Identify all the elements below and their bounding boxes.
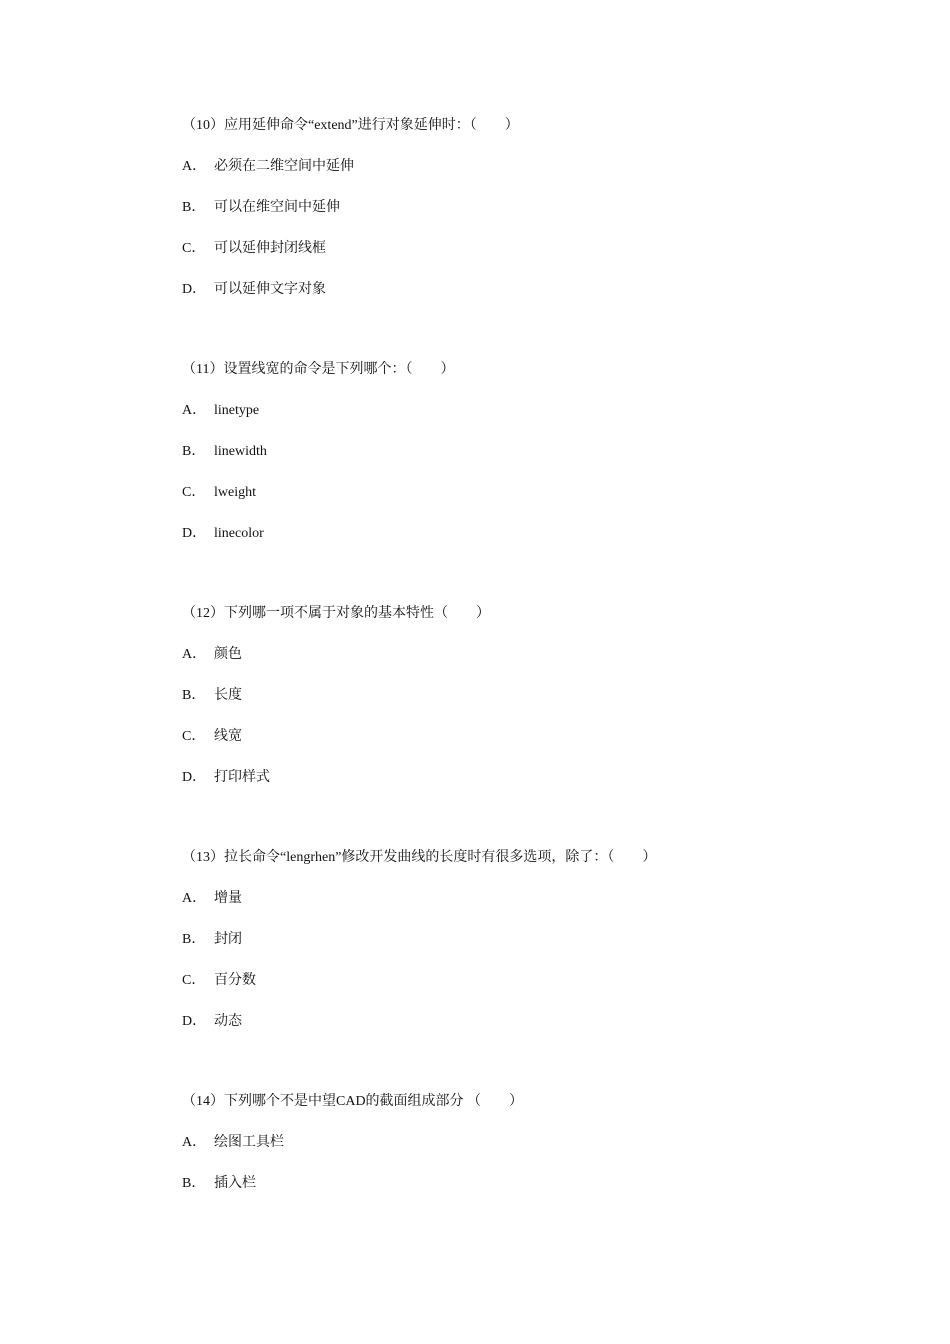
question-12 [182, 605, 882, 787]
option-text: 增量 [214, 891, 242, 906]
option-text: 必须在二维空间中延伸 [214, 159, 354, 174]
option-letter: B． [182, 444, 206, 459]
option-d [182, 769, 882, 787]
option-letter: A． [182, 891, 207, 906]
option-d [182, 1013, 882, 1031]
option-text: 百分数 [214, 973, 256, 988]
option-letter: A． [182, 1135, 207, 1150]
option-letter: D． [182, 526, 207, 541]
option-c [182, 728, 882, 746]
option-text: 颜色 [214, 647, 242, 662]
option-letter: D． [182, 282, 207, 297]
option-b [182, 931, 882, 949]
option-letter: C． [182, 241, 206, 256]
option-text: linecolor [214, 526, 264, 541]
option-c [182, 484, 882, 502]
option-b [182, 1175, 882, 1193]
option-letter: B． [182, 688, 206, 703]
option-c [182, 240, 882, 258]
option-a [182, 646, 882, 664]
option-a [182, 402, 882, 420]
option-letter: C． [182, 973, 206, 988]
option-letter: D． [182, 770, 207, 785]
option-text: 可以延伸文字对象 [214, 282, 326, 297]
option-letter: A． [182, 647, 207, 662]
option-letter: A． [182, 403, 207, 418]
option-letter: C． [182, 485, 206, 500]
question-stem: （11）设置线宽的命令是下列哪个：（ ） [182, 362, 455, 377]
question-stem: （10）应用延伸命令“extend”进行对象延伸时：（ ） [182, 118, 519, 133]
option-a [182, 158, 882, 176]
option-b [182, 687, 882, 705]
question-14 [182, 1093, 882, 1193]
option-text: 线宽 [214, 729, 242, 744]
option-b [182, 199, 882, 217]
question-11 [182, 361, 882, 543]
option-text: lweight [214, 485, 256, 500]
option-text: 绘图工具栏 [214, 1135, 284, 1150]
option-text: 插入栏 [214, 1176, 256, 1191]
question-10 [182, 117, 882, 299]
option-a [182, 1134, 882, 1152]
question-stem: （12）下列哪一项不属于对象的基本特性（ ） [182, 606, 490, 621]
option-text: 动态 [214, 1014, 242, 1029]
option-text: 封闭 [214, 932, 242, 947]
option-b [182, 443, 882, 461]
option-letter: B． [182, 1176, 206, 1191]
question-13 [182, 849, 882, 1031]
option-a [182, 890, 882, 908]
option-letter: C． [182, 729, 206, 744]
option-letter: B． [182, 200, 206, 215]
option-text: 长度 [214, 688, 242, 703]
option-c [182, 972, 882, 990]
option-text: 可以延伸封闭线框 [214, 241, 326, 256]
question-stem: （14）下列哪个不是中望CAD的截面组成部分 （ ） [182, 1094, 524, 1109]
option-letter: A． [182, 159, 207, 174]
option-d [182, 525, 882, 543]
option-letter: D． [182, 1014, 207, 1029]
option-letter: B． [182, 932, 206, 947]
option-d [182, 281, 882, 299]
question-stem: （13）拉长命令“lengrhen”修改开发曲线的长度时有很多选项，除了：（ ） [182, 850, 657, 865]
option-text: linewidth [214, 444, 267, 459]
option-text: 可以在维空间中延伸 [214, 200, 340, 215]
option-text: linetype [214, 403, 260, 418]
option-text: 打印样式 [214, 770, 270, 785]
